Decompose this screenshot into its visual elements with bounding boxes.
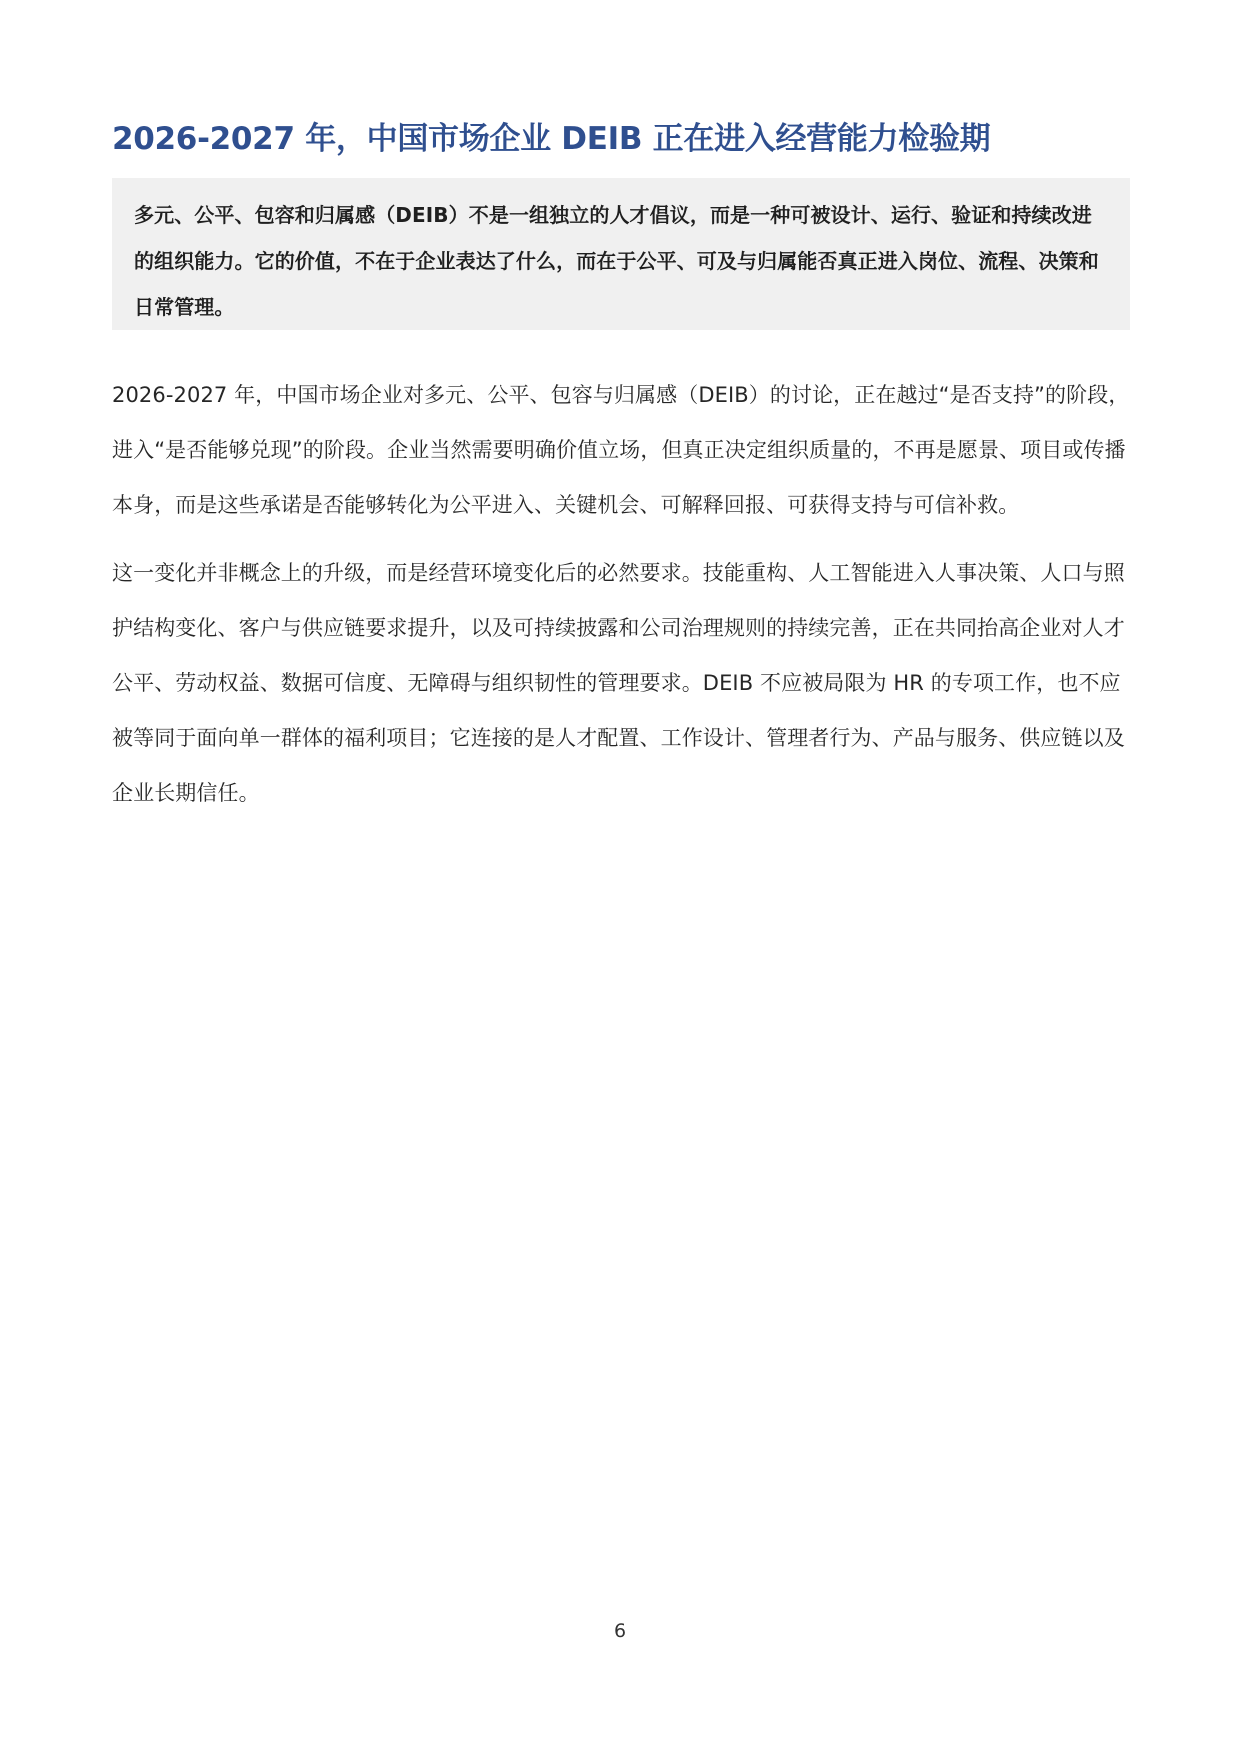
summary-callout-box (112, 178, 1130, 330)
section-heading: 2026-2027 年，中国市场企业 DEIB 正在进入经营能力检验期 (112, 121, 991, 157)
page-number: 6 (613, 1620, 627, 1642)
body-paragraph: 这一变化并非概念上的升级，而是经营环境变化后的必然要求。技能重构、人工智能进入人事决策、人口与照护结构变化、客户与供应链要求提升，以及可持续披露和公司治理规则的持续完善，正在共同抬高企业对人才公平、劳动权益、数据可信度、无障碍与组织韧性的管理要求。DEIB 不应被局限为 HR 的专项工作，也不应被等同于面向单一群体的福利项目；它连接的是人才配置、工作设计、管理者行为、产品与服务、供应链以及企业长期信任。 (112, 561, 1125, 805)
body-paragraph: 2026-2027 年，中国市场企业对多元、公平、包容与归属感（DEIB）的讨论，正在越过“是否支持”的阶段，进入“是否能够兑现”的阶段。企业当然需要明确价值立场，但真正决定组织质量的，不再是愿景、项目或传播本身，而是这些承诺是否能够转化为公平进入、关键机会、可解释回报、可获得支持与可信补救。 (112, 383, 1130, 517)
summary-text: 多元、公平、包容和归属感（DEIB）不是一组独立的人才倡议，而是一种可被设计、运行、验证和持续改进的组织能力。它的价值，不在于企业表达了什么，而在于公平、可及与归属能否真正进入岗位、流程、决策和日常管理。 (134, 203, 1099, 319)
